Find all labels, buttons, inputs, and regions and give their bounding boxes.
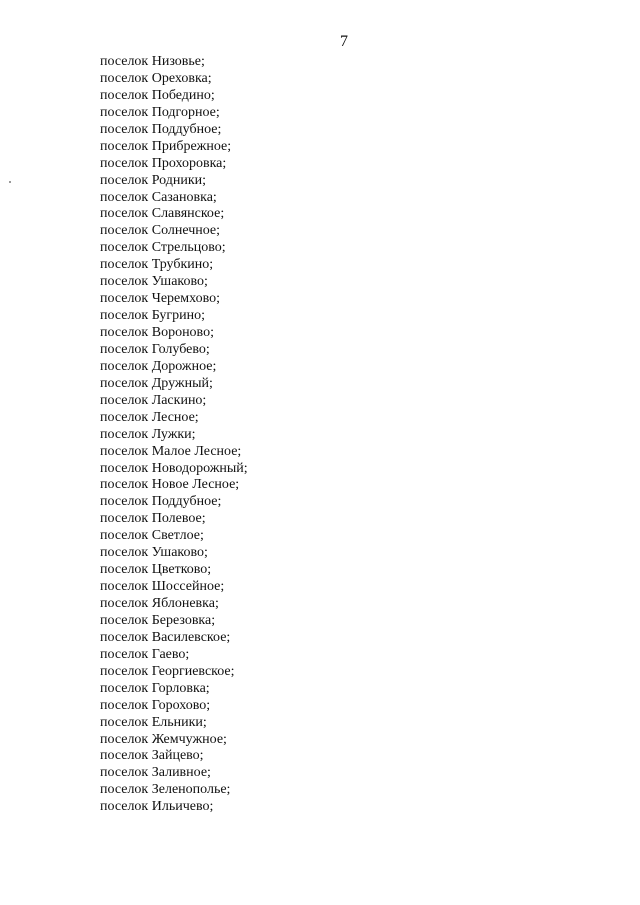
settlement-item: поселок Прохоровка;: [100, 155, 227, 171]
settlement-item: поселок Ельники;: [100, 714, 207, 730]
settlement-item: поселок Дружный;: [100, 375, 213, 391]
settlement-item: поселок Малое Лесное;: [100, 443, 242, 459]
settlement-item: поселок Ореховка;: [100, 70, 212, 86]
settlement-item: поселок Шоссейное;: [100, 579, 225, 595]
settlement-item: поселок Родники;: [100, 172, 207, 188]
settlement-item: поселок Подгорное;: [100, 104, 220, 120]
settlement-item: поселок Ласкино;: [100, 392, 207, 408]
settlement-item: поселок Горловка;: [100, 680, 210, 696]
settlement-item: поселок Ушаково;: [100, 274, 208, 290]
settlement-item: поселок Победино;: [100, 87, 215, 103]
settlement-item: поселок Цветково;: [100, 562, 212, 578]
settlement-item: поселок Бугрино;: [100, 308, 206, 324]
settlement-item: поселок Новодорожный;: [100, 460, 248, 476]
settlement-item: поселок Вороново;: [100, 325, 214, 340]
settlement-item: поселок Стрельцово;: [100, 240, 226, 256]
settlement-item: поселок Лужки;: [100, 426, 196, 442]
settlement-item: поселок Ильичево;: [100, 799, 214, 815]
settlement-item: поселок Низовье;: [100, 54, 205, 69]
settlement-item: поселок Лесное;: [100, 409, 199, 425]
settlement-item: поселок Василевское;: [100, 629, 231, 645]
settlement-item: поселок Прибрежное;: [100, 138, 232, 154]
settlement-item: поселок Зайцево;: [100, 748, 204, 764]
settlement-list: [100, 54, 248, 816]
settlement-item: поселок Жемчужное;: [100, 731, 227, 747]
settlement-item: поселок Георгиевское;: [100, 663, 235, 679]
settlement-item: поселок Поддубное;: [100, 121, 222, 137]
settlement-item: поселок Горохово;: [100, 697, 211, 713]
settlement-item: поселок Светлое;: [100, 528, 204, 544]
settlement-item: поселок Голубево;: [100, 341, 210, 357]
settlement-item: поселок Гаево;: [100, 646, 190, 662]
settlement-item: поселок Черемхово;: [100, 291, 220, 307]
settlement-item: поселок Полевое;: [100, 511, 206, 527]
settlement-item: поселок Славянское;: [100, 206, 225, 222]
settlement-item: поселок Поддубное;: [100, 494, 222, 510]
settlement-item: поселок Трубкино;: [100, 257, 214, 273]
settlement-item: поселок Сазановка;: [100, 189, 217, 205]
settlement-item: поселок Солнечное;: [100, 223, 221, 239]
settlement-item: поселок Зеленополье;: [100, 782, 231, 798]
settlement-item: поселок Березовка;: [100, 612, 216, 628]
settlement-item: поселок Яблоневка;: [100, 596, 219, 611]
settlement-item: поселок Новое Лесное;: [100, 477, 240, 493]
settlement-item: поселок Дорожное;: [100, 358, 217, 374]
page-number: 7: [340, 33, 348, 50]
settlement-item: поселок Заливное;: [100, 765, 211, 781]
settlement-item: поселок Ушаково;: [100, 545, 208, 561]
scan-speck: [9, 181, 11, 183]
